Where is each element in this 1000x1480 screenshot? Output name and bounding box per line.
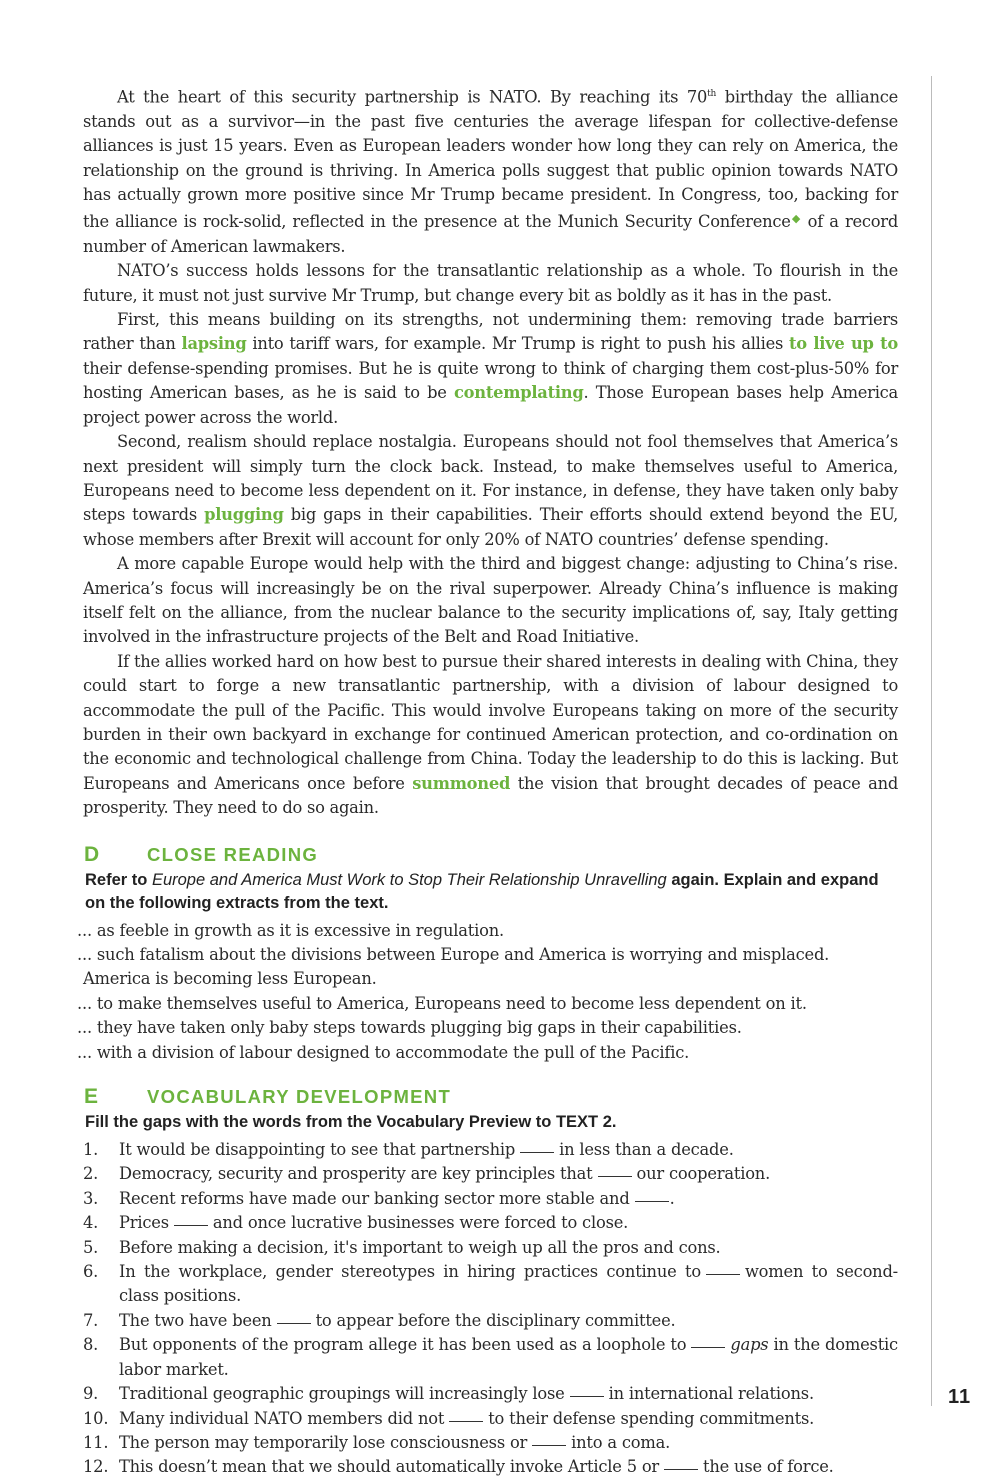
answer-gap xyxy=(598,1175,632,1177)
paragraph-6: If the allies worked hard on how best to pursue their shared interests in dealing with China, they could start to forge a new transatlantic partnership, with a division of labour designed to accommodate the pull of the Pacific. This would involve Europeans taking on more of the security burden in their own backyard in exchange for continued American protection, and co-ordination on the economic and technological challenge from China. Today the leadership to do this is lacking. But Europeans and Americans once before summoned the vision that brought decades of peace and prosperity. They need to do so again. xyxy=(83,651,898,818)
exercise-item: 6. In the workplace, gender stereotypes in hiring practices continue to women to second-class positions. xyxy=(83,1262,898,1306)
exercise-item: 2. Democracy, security and prosperity are key principles that our cooperation. xyxy=(83,1164,771,1184)
section-e-instructions: Fill the gaps with the words from the Vocabulary Preview to TEXT 2. xyxy=(85,1113,617,1132)
vocab-exercise-list xyxy=(83,1138,898,1480)
extract-item: ... such fatalism about the divisions between Europe and America is worrying and misplaced. xyxy=(77,945,830,965)
page-number: 11 xyxy=(948,1386,972,1408)
answer-gap xyxy=(449,1420,483,1422)
extract-list xyxy=(77,919,898,1065)
section-d-letter: D xyxy=(84,842,100,866)
paragraph-3: First, this means building on its strengths, not undermining them: removing trade barriers rather than lapsing into tariff wars, for example. Mr Trump is right to push his allies to live up to their defense-spending promises. But he is quite wrong to think of charging them cost-plus-50% for hosting American bases, as he is said to be contemplating. Those European bases help America project power across the world. xyxy=(83,310,898,427)
exercise-item: 1. It would be disappointing to see that partnership in less than a decade. xyxy=(83,1140,734,1160)
answer-gap xyxy=(277,1322,311,1324)
paragraph-5: A more capable Europe would help with the third and biggest change: adjusting to China’s rise. America’s focus will increasingly be on the rival superpower. Already China’s influence is making itself felt on the alliance, from the nuclear balance to the security implications of, say, Italy getting involved in the infrastructure projects of the Belt and Road Initiative. xyxy=(83,554,898,647)
answer-gap xyxy=(635,1200,669,1202)
paragraph-2: NATO’s success holds lessons for the transatlantic relationship as a whole. To flourish in the future, it must not just survive Mr Trump, but change every bit as boldly as it has in the past. xyxy=(83,261,898,305)
vocab-word-plugging: plugging xyxy=(204,505,284,525)
exercise-item: 12. This doesn’t mean that we should automatically invoke Article 5 or the use of force. xyxy=(83,1457,834,1477)
exercise-item: 5. Before making a decision, it's important to weigh up all the pros and cons. xyxy=(83,1237,721,1257)
exercise-item: 4. Prices and once lucrative businesses were forced to close. xyxy=(83,1213,629,1233)
answer-gap xyxy=(532,1444,566,1446)
vocab-word-live-up-to: to live up to xyxy=(789,334,898,354)
answer-gap xyxy=(691,1346,725,1348)
paragraph-4: Second, realism should replace nostalgia. Europeans should not fool themselves that America’s next president will simply turn the clock back. Instead, to make themselves useful to America, Europeans need to become less dependent on it. For instance, in defense, they have taken only baby steps towards plugging big gaps in their capabilities. Their efforts should extend beyond the EU, whose members after Brexit will account for only 20% of NATO countries’ defense spending. xyxy=(83,432,898,549)
article-title-reference: Europe and America Must Work to Stop Their Relationship Unravelling xyxy=(151,870,667,889)
section-d-title: CLOSE READING xyxy=(147,843,319,865)
exercise-item: 9. Traditional geographic groupings will increasingly lose in international relations. xyxy=(83,1384,814,1404)
exercise-item: 7. The two have been to appear before the disciplinary committee. xyxy=(83,1310,676,1330)
answer-gap xyxy=(520,1151,554,1153)
exercise-item: 8. But opponents of the program allege it has been used as a loophole to gaps in the domestic labor market. xyxy=(83,1335,898,1379)
section-e-letter: E xyxy=(84,1085,99,1109)
paragraph-1: At the heart of this security partnership is NATO. By reaching its 70th birthday the alliance stands out as a survivor—in the past five centuries the average lifespan for collective-defense alliances is just 15 years. Even as European leaders wonder how long they can rely on America, the relationship on the ground is thriving. In America polls suggest that public opinion towards NATO has actually grown more positive since Mr Trump became president. In Congress, too, backing for the alliance is rock-solid, reflected in the presence at the Munich Security Conference◆ of a record number of American lawmakers. xyxy=(83,87,898,256)
extract-item: ... as feeble in growth as it is excessive in regulation. xyxy=(77,920,505,940)
section-d-heading xyxy=(83,843,898,867)
answer-gap xyxy=(706,1273,740,1275)
exercise-item: 10. Many individual NATO members did not to their defense spending commitments. xyxy=(83,1408,815,1428)
section-d-instructions: Refer to Europe and America Must Work to Stop Their Relationship Unravelling again. Explain and expand on the following extracts from the text. xyxy=(85,870,879,912)
section-e-heading xyxy=(83,1085,898,1109)
answer-gap xyxy=(570,1395,604,1397)
exercise-item: 11. The person may temporarily lose consciousness or into a coma. xyxy=(83,1432,671,1452)
ordinal-suffix: th xyxy=(707,89,717,99)
section-e-title: VOCABULARY DEVELOPMENT xyxy=(147,1086,452,1108)
article-text xyxy=(83,82,898,821)
exercise-item: 3. Recent reforms have made our banking sector more stable and . xyxy=(83,1188,675,1208)
answer-gap xyxy=(174,1224,208,1226)
page-content xyxy=(77,82,898,1480)
extract-item: America is becoming less European. xyxy=(83,969,377,989)
margin-rule xyxy=(931,76,932,1406)
diamond-marker-icon: ◆ xyxy=(790,212,802,226)
vocab-word-contemplating: contemplating xyxy=(454,383,584,403)
answer-gap xyxy=(664,1468,698,1470)
extract-item: ... to make themselves useful to America, Europeans need to become less dependent on it. xyxy=(77,993,807,1013)
vocab-word-summoned: summoned xyxy=(412,773,511,793)
vocab-word-lapsing: lapsing xyxy=(181,334,247,354)
extract-item: ... they have taken only baby steps towards plugging big gaps in their capabilities. xyxy=(77,1018,742,1038)
extract-item: ... with a division of labour designed to accommodate the pull of the Pacific. xyxy=(77,1042,690,1062)
